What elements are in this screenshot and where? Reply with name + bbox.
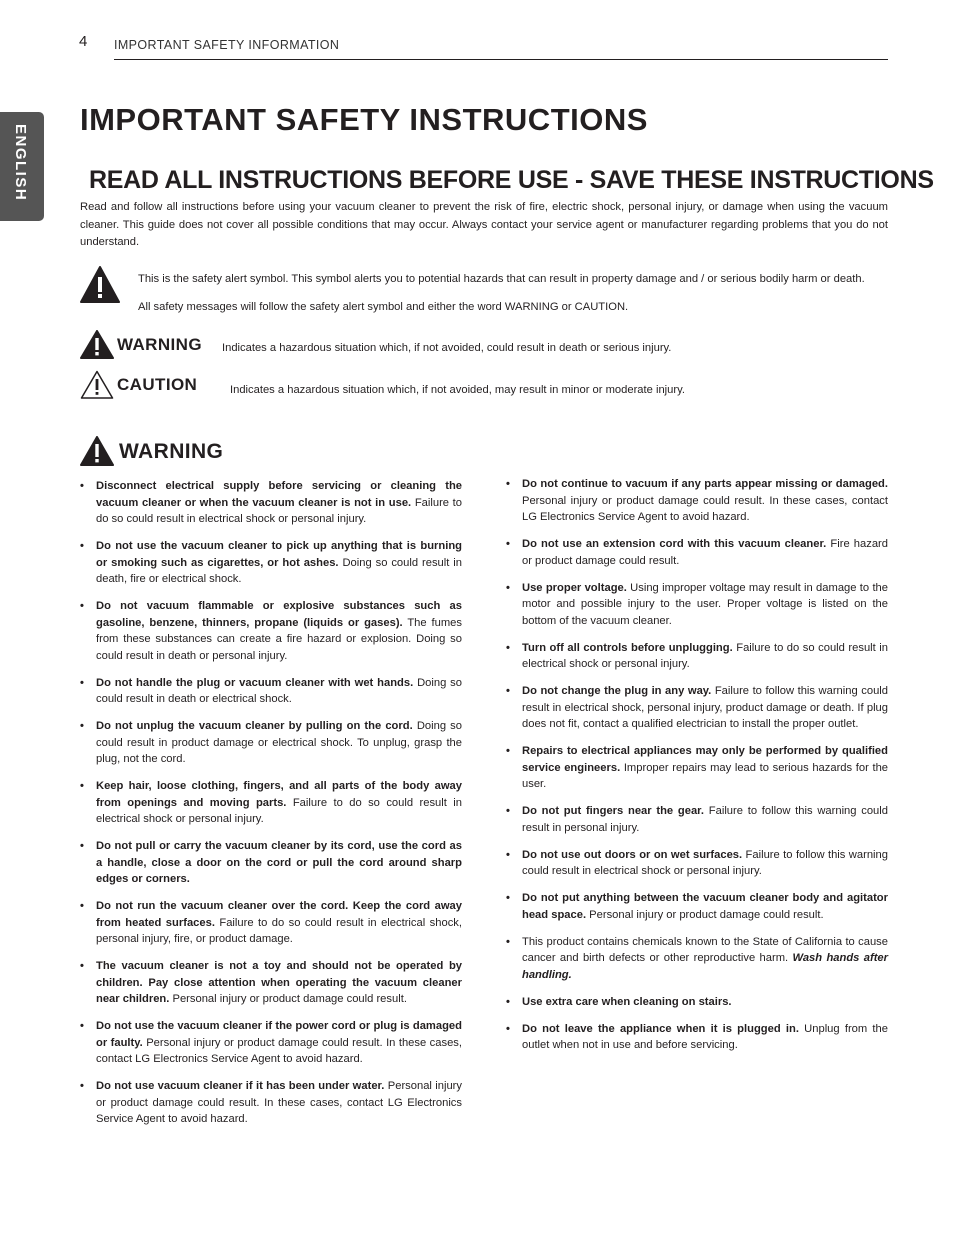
warning-item [80, 1018, 462, 1068]
warning-item-lead: Keep hair, loose clothing, fingers, and all parts of the body away from openings and moving parts. [96, 780, 462, 809]
warning-item-lead: Do not handle the plug or vacuum cleaner with wet hands. [96, 676, 414, 689]
warning-item-lead: Do not use the vacuum cleaner if the power cord or plug is damaged or faulty. [96, 1020, 462, 1049]
warning-word: WARNING [117, 335, 202, 354]
warning-item [80, 1078, 462, 1128]
caution-description: Indicates a hazardous situation which, if not avoided, may result in minor or moderate injury. [230, 384, 685, 396]
warning-item-text: Failure to follow this warning could result in personal injury. [522, 805, 888, 834]
warning-item [506, 890, 888, 923]
warning-item-text: Failure to follow this warning could result in electrical shock, personal injury, product damage or death. If plug does not fit, contact a qualified electrician to install the proper outlet. [522, 685, 888, 730]
warning-item [80, 958, 462, 1008]
warning-item-text: Improper repairs may lead to serious hazards for the user. [522, 761, 889, 790]
language-tab-label: ENGLISH [12, 124, 29, 202]
running-head: IMPORTANT SAFETY INFORMATION [114, 38, 340, 52]
warning-item-text: Personal injury or product damage could result. [169, 993, 407, 1005]
warning-item-lead: Do not unplug the vacuum cleaner by pulling on the cord. [96, 720, 413, 732]
warning-item-emphasis: Wash hands after handling. [522, 952, 888, 981]
warning-item-lead: Do not use vacuum cleaner if it has been under water. [96, 1080, 385, 1092]
header-rule [114, 59, 888, 60]
warning-item [506, 476, 888, 526]
warning-icon [80, 330, 114, 360]
warning-item [80, 598, 462, 664]
warning-item-lead: Do not leave the appliance when it is plugged in. [522, 1022, 799, 1035]
warning-item-lead: Do not vacuum flammable or explosive substances such as gasoline, benzene, thinners, propane (liquids or gases). [96, 600, 462, 629]
warning-item-text: Failure to do so could result in electrical shock, personal injury, fire, or product damage. [96, 916, 462, 945]
warning-description: Indicates a hazardous situation which, if not avoided, could result in death or serious injury. [222, 342, 672, 354]
warning-item-text: Unplug from the outlet when not in use and before servicing. [522, 1022, 888, 1051]
intro-paragraph: Read and follow all instructions before using your vacuum cleaner to prevent the risk of fire, electric shock, personal injury, or damage when using the vacuum cleaner. This guide does not cover all possible conditions that may occur. Always contact your service agent or manufacturer regarding problems that you do not understand. [80, 201, 888, 248]
warning-item-lead: Do not put anything between the vacuum cleaner body and agitator head space. [522, 892, 888, 921]
warning-item-text: Failure to do so could result in electrical shock or personal injury. [522, 641, 888, 670]
warning-item-lead: Repairs to electrical appliances may only be performed by qualified service engineers. [522, 745, 888, 774]
safety-alert-icon [80, 266, 120, 304]
warning-item-lead: The vacuum cleaner is not a toy and should not be operated by children. Pay close attention when operating the vacuum cleaner near children. [96, 960, 462, 1005]
warning-item-lead: Do not use the vacuum cleaner to pick up anything that is burning or smoking such as cigarettes, or hot ashes. [96, 540, 462, 569]
warning-item-lead: Use extra care when cleaning on stairs. [522, 995, 732, 1008]
warning-item-text: Failure to do so could result in electrical shock or personal injury. [96, 796, 462, 825]
warning-item-text: Doing so could result in death or electrical shock. [96, 676, 462, 705]
warning-item-lead: Do not pull or carry the vacuum cleaner by its cord, use the cord as a handle, close a door on the cord or pull the cord around sharp edges or corners. [96, 840, 462, 885]
alert-note: All safety messages will follow the safety alert symbol and either the word WARNING or CAUTION. [138, 301, 629, 313]
warning-item [80, 778, 462, 828]
warning-item-text: Failure to do so could result in electrical shock or personal injury. [96, 496, 463, 525]
warning-item [80, 838, 462, 888]
warning-item-lead: Disconnect electrical supply before servicing or cleaning the vacuum cleaner or when the vacuum cleaner is not in use. [96, 480, 462, 509]
warning-item-text: Personal injury or product damage could result. In these cases, contact LG Electronics Service Agent to avoid hazard. [96, 1080, 462, 1125]
warning-item-lead: Use proper voltage. [522, 581, 627, 594]
caution-word: CAUTION [117, 375, 198, 394]
page-number: 4 [79, 33, 88, 50]
warning-item-lead: Do not continue to vacuum if any parts appear missing or damaged. [522, 478, 888, 490]
warning-item-text: This product contains chemicals known to the State of California to cause cancer and birth defects or other reproductive harm. [522, 935, 888, 964]
warning-list-right [506, 476, 888, 1064]
caution-icon [80, 370, 114, 400]
warning-item [506, 640, 888, 673]
warning-heading-word: WARNING [119, 439, 224, 463]
warning-item [80, 898, 462, 948]
warning-item [80, 675, 462, 708]
warning-item-lead: Do not change the plug in any way. [522, 685, 712, 697]
warning-item-lead: Do not put fingers near the gear. [522, 805, 705, 817]
page-subtitle: READ ALL INSTRUCTIONS BEFORE USE - SAVE THESE INSTRUCTIONS [89, 166, 934, 194]
warning-item-text: Doing so could result in product damage or electrical shock. To unplug, grasp the plug, not the cord. [96, 720, 462, 765]
warning-item [80, 718, 462, 768]
language-tab [0, 112, 44, 221]
warning-item-text: Personal injury or product damage could result. [586, 908, 824, 921]
warning-item-text: Fire hazard or product damage could result. [522, 538, 888, 567]
warning-item-text: Failure to follow this warning could result in electrical shock or personal injury. [522, 848, 888, 877]
warning-item [80, 478, 462, 528]
warning-item-text: Personal injury or product damage could result. In these cases, contact LG Electronics Service Agent to avoid hazard. [522, 494, 888, 523]
warning-item-text: The fumes from these substances can create a fire hazard or explosion. Doing so could result in death or personal injury. [96, 616, 462, 662]
warning-signal [80, 330, 202, 360]
warning-item-text: Doing so could result in death, fire or electrical shock. [96, 556, 462, 585]
warning-item-text: Using improper voltage may result in damage to the motor and possible injury to the user. Proper voltage is listed on the bottom of the vacuum cleaner. [522, 581, 888, 627]
warning-item-lead: Do not use out doors or on wet surfaces. [522, 848, 743, 861]
warning-item [506, 847, 888, 880]
warning-item-lead: Do not use an extension cord with this vacuum cleaner. [522, 538, 827, 550]
warning-icon [80, 436, 114, 467]
warning-item [506, 803, 888, 836]
warning-item [506, 1021, 888, 1054]
warning-item [506, 580, 888, 630]
warning-list-left [80, 478, 462, 1138]
warning-item [506, 934, 888, 984]
warning-section-heading [80, 436, 223, 467]
warning-item-lead: Do not run the vacuum cleaner over the cord. Keep the cord away from heated surfaces. [96, 900, 462, 929]
warning-item [506, 743, 888, 793]
warning-item [506, 683, 888, 733]
warning-item-lead: Turn off all controls before unplugging. [522, 641, 733, 654]
alert-description: This is the safety alert symbol. This symbol alerts you to potential hazards that can result in property damage and / or serious bodily harm or death. [138, 273, 865, 285]
warning-item [506, 536, 888, 569]
page-title: IMPORTANT SAFETY INSTRUCTIONS [80, 102, 648, 137]
warning-item-text: Personal injury or product damage could result. In these cases, contact LG Electronics Service Agent to avoid hazard. [96, 1036, 462, 1065]
caution-signal [80, 370, 197, 400]
warning-item [506, 994, 888, 1011]
warning-item [80, 538, 462, 588]
